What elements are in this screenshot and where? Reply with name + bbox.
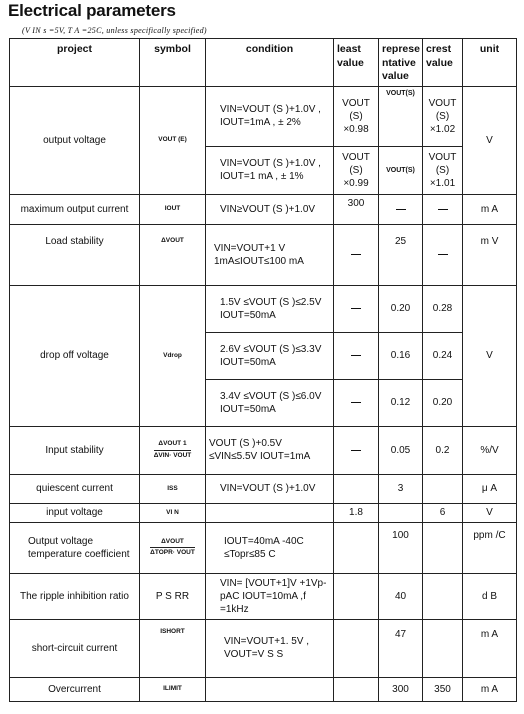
row-typical: 40: [379, 573, 423, 619]
row-typical: 3: [379, 474, 423, 503]
table-row: [10, 285, 517, 332]
row-symbol: [140, 426, 206, 474]
row-symbol: IOUT: [140, 194, 206, 224]
row-project: output voltage: [10, 86, 140, 194]
row-crest-empty: [423, 619, 463, 677]
row-unit: m A: [463, 619, 517, 677]
row-unit: m V: [463, 224, 517, 285]
row-typical: 0.05: [379, 426, 423, 474]
table-row: [10, 503, 517, 522]
row-symbol: ISS: [140, 474, 206, 503]
row-unit: d B: [463, 573, 517, 619]
row-typical: 47: [379, 619, 423, 677]
row-unit: ppm /C: [463, 522, 517, 573]
row-condition: VIN=VOUT (S )+1.0V , IOUT=1 mA , ± 1%: [206, 146, 334, 194]
row-project: Output voltage temperature coefficient: [10, 522, 140, 573]
electrical-parameters-table: [9, 38, 517, 702]
row-typical: 0.20: [379, 285, 423, 332]
row-least-empty: [334, 522, 379, 573]
row-least-dash: [334, 285, 379, 332]
row-crest: 6: [423, 503, 463, 522]
row-condition-empty: [206, 503, 334, 522]
symbol-fraction: [154, 440, 192, 460]
table-row: [10, 522, 517, 573]
row-least-dash: [334, 224, 379, 285]
row-condition: VIN=VOUT+1. 5V , VOUT=V S S: [206, 619, 334, 677]
row-least-dash: [334, 426, 379, 474]
row-typical: 25: [379, 224, 423, 285]
symbol-fraction: [150, 538, 195, 558]
symbol-numerator: ΔVOUT 1: [154, 440, 192, 450]
row-condition: 1.5V ≤VOUT (S )≤2.5V IOUT=50mA: [206, 285, 334, 332]
symbol-denominator: ΔTOPR· VOUT: [150, 549, 195, 557]
row-condition: VIN=VOUT (S )+1.0V: [206, 474, 334, 503]
row-condition: VIN≥VOUT (S )+1.0V: [206, 194, 334, 224]
row-condition: VIN=VOUT (S )+1.0V , IOUT=1mA , ± 2%: [206, 86, 334, 146]
row-least-empty: [334, 474, 379, 503]
row-condition: 2.6V ≤VOUT (S )≤3.3V IOUT=50mA: [206, 332, 334, 379]
row-condition: 3.4V ≤VOUT (S )≤6.0V IOUT=50mA: [206, 379, 334, 426]
table-row: [10, 224, 517, 285]
header-condition: condition: [206, 39, 334, 87]
row-unit: V: [463, 503, 517, 522]
row-project: short-circuit current: [10, 619, 140, 677]
symbol-numerator: ΔVOUT: [150, 538, 195, 548]
row-condition: IOUT=40mA -40C ≤Topr≤85 C: [206, 522, 334, 573]
row-symbol: Vdrop: [140, 285, 206, 426]
header-row: [10, 39, 517, 87]
row-project: drop off voltage: [10, 285, 140, 426]
row-symbol: VI N: [140, 503, 206, 522]
row-crest-dash: [423, 224, 463, 285]
row-project: The ripple inhibition ratio: [10, 573, 140, 619]
row-project: quiescent current: [10, 474, 140, 503]
header-project: project: [10, 39, 140, 87]
row-condition-empty: [206, 677, 334, 701]
row-crest-empty: [423, 573, 463, 619]
page-title: Electrical parameters: [8, 1, 176, 20]
row-crest: 350: [423, 677, 463, 701]
row-least-dash: [334, 332, 379, 379]
row-typical: 100: [379, 522, 423, 573]
header-least: least value: [334, 39, 379, 87]
row-symbol: ILIMIT: [140, 677, 206, 701]
row-crest-empty: [423, 522, 463, 573]
row-condition: VIN=VOUT+1 V 1mA≤IOUT≤100 mA: [206, 224, 334, 285]
row-crest-empty: [423, 474, 463, 503]
row-unit: %/V: [463, 426, 517, 474]
row-project: maximum output current: [10, 194, 140, 224]
row-unit: m A: [463, 194, 517, 224]
row-project: Overcurrent: [10, 677, 140, 701]
row-least-empty: [334, 573, 379, 619]
row-symbol: VOUT (E): [140, 86, 206, 194]
row-typical-dash: [379, 194, 423, 224]
row-crest: 0.20: [423, 379, 463, 426]
row-unit: V: [463, 86, 517, 194]
row-typical: 0.16: [379, 332, 423, 379]
table-row: [10, 677, 517, 701]
row-typical: VOUT(S): [379, 86, 423, 146]
row-crest: 0.2: [423, 426, 463, 474]
symbol-denominator: ΔVIN· VOUT: [153, 451, 192, 459]
header-symbol: symbol: [140, 39, 206, 87]
row-unit: V: [463, 285, 517, 426]
row-least: VOUT (S) ×0.99: [334, 146, 379, 194]
row-least: VOUT (S) ×0.98: [334, 86, 379, 146]
row-least: 300: [334, 194, 379, 224]
table-row: [10, 573, 517, 619]
table-row: [10, 194, 517, 224]
table-row: [10, 619, 517, 677]
row-typical: 0.12: [379, 379, 423, 426]
row-condition: VOUT (S )+0.5V ≤VIN≤5.5V IOUT=1mA: [206, 426, 334, 474]
header-crest: crest value: [423, 39, 463, 87]
table-row: [10, 86, 517, 146]
row-crest-dash: [423, 194, 463, 224]
header-typical: represe ntative value: [379, 39, 423, 87]
row-symbol: ΔVOUT: [140, 224, 206, 285]
table-row: [10, 426, 517, 474]
test-conditions: (V IN s =5V, T A =25C, unless specifically specified): [22, 26, 207, 35]
row-typical: VOUT(S): [379, 146, 423, 194]
row-crest: 0.24: [423, 332, 463, 379]
table-row: [10, 474, 517, 503]
row-typical: 300: [379, 677, 423, 701]
row-unit: μ A: [463, 474, 517, 503]
row-symbol: [140, 522, 206, 573]
row-symbol: P S RR: [140, 573, 206, 619]
row-least-empty: [334, 619, 379, 677]
row-project: input voltage: [10, 503, 140, 522]
row-project: Load stability: [10, 224, 140, 285]
row-least: 1.8: [334, 503, 379, 522]
row-unit: m A: [463, 677, 517, 701]
row-least-empty: [334, 677, 379, 701]
row-crest: 0.28: [423, 285, 463, 332]
row-typical-empty: [379, 503, 423, 522]
row-crest: VOUT (S) ×1.01: [423, 146, 463, 194]
row-symbol: ISHORT: [140, 619, 206, 677]
row-least-dash: [334, 379, 379, 426]
row-condition: VIN= [VOUT+1]V +1Vp-pAC IOUT=10mA ,f =1kHz: [206, 573, 334, 619]
row-crest: VOUT (S) ×1.02: [423, 86, 463, 146]
row-project: Input stability: [10, 426, 140, 474]
header-unit: unit: [463, 39, 517, 87]
